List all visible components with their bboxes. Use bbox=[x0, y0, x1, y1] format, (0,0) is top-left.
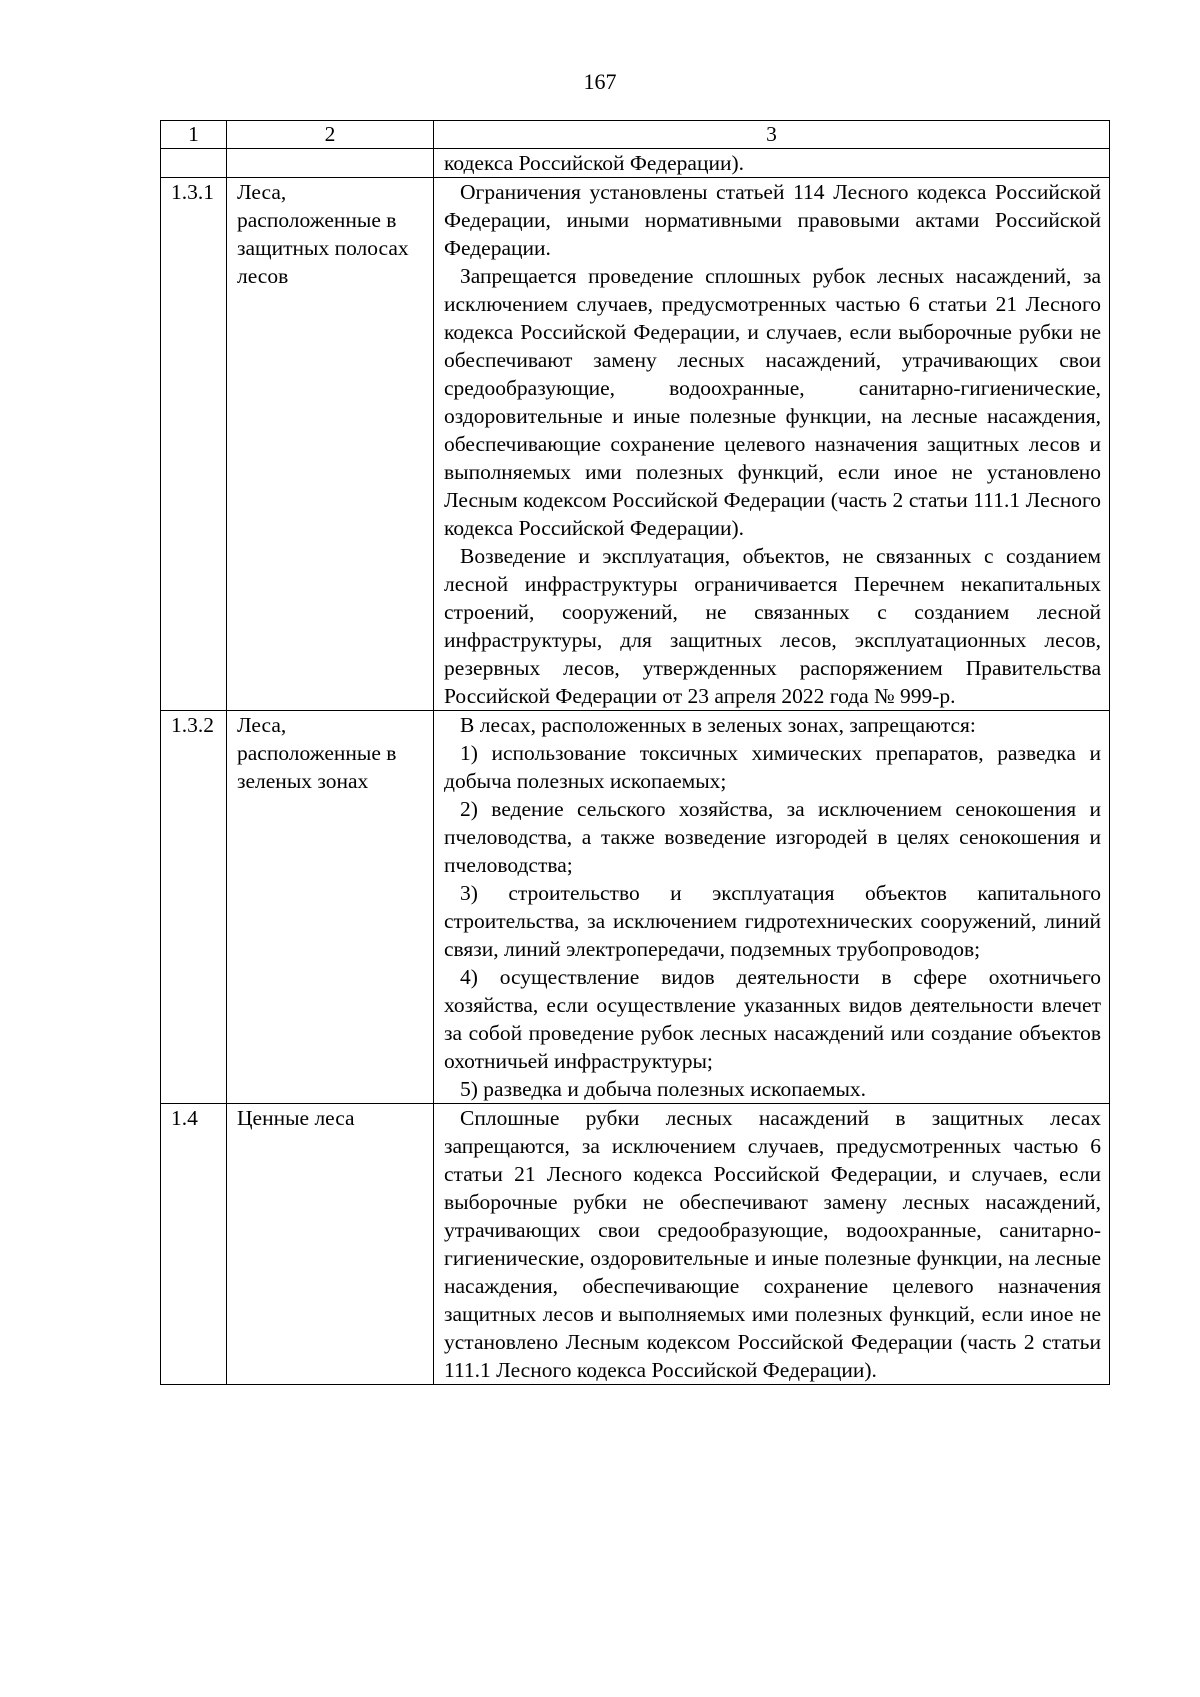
column-header-2: 2 bbox=[227, 121, 434, 149]
restriction-list-item: 4) осуществление видов деятельности в сфере охотничьего хозяйства, если осуществление указанных видов деятельности влечет за собой проведение рубок лесных насаждений или создание объектов охотничьей инфраструктуры; bbox=[444, 965, 1101, 1073]
continuation-name-cell bbox=[227, 149, 434, 178]
restriction-paragraph: Возведение и эксплуатация, объектов, не связанных с созданием лесной инфраструктуры ограничивается Перечнем некапитальных строений, сооружений, не связанных с созданием лесной инфраструктуры, для защитных лесов, эксплуатационных лесов, резервных лесов, утвержденных распоряжением Правительства Российской Федерации от 23 апреля 2022 года № 999-р. bbox=[444, 544, 1101, 708]
row-number: 1.4 bbox=[161, 1104, 227, 1385]
table-row bbox=[161, 711, 1110, 1104]
table-header-row bbox=[161, 121, 1110, 149]
table-row bbox=[161, 178, 1110, 711]
row-restrictions-text bbox=[434, 711, 1110, 1104]
restriction-paragraph: Запрещается проведение сплошных рубок лесных насаждений, за исключением случаев, предусмотренных частью 6 статьи 21 Лесного кодекса Российской Федерации, и случаев, если выборочные рубки не обеспечивают замену лесных насаждений, утрачивающих свои средообразующие, водоохранные, санитарно-гигиенические, оздоровительные и иные полезные функции, на лесные насаждения, обеспечивающие сохранение целевого назначения защитных лесов и выполняемых ими полезных функций, если иное не установлено Лесным кодексом Российской Федерации (часть 2 статьи 111.1 Лесного кодекса Российской Федерации). bbox=[444, 264, 1101, 540]
continuation-row bbox=[161, 149, 1110, 178]
row-number: 1.3.1 bbox=[161, 178, 227, 711]
row-number: 1.3.2 bbox=[161, 711, 227, 1104]
regulations-table bbox=[160, 120, 1110, 1385]
restriction-list-item: 2) ведение сельского хозяйства, за исключением сенокошения и пчеловодства, а также возведение изгородей в целях сенокошения и пчеловодства; bbox=[444, 797, 1101, 877]
page-number: 167 bbox=[583, 69, 617, 94]
row-category-name: Леса, расположенные в защитных полосах лесов bbox=[227, 178, 434, 711]
continuation-number-cell bbox=[161, 149, 227, 178]
row-category-name: Леса, расположенные в зеленых зонах bbox=[227, 711, 434, 1104]
restriction-list-item: 5) разведка и добыча полезных ископаемых. bbox=[460, 1077, 867, 1101]
restriction-paragraph: В лесах, расположенных в зеленых зонах, запрещаются: bbox=[460, 713, 976, 737]
restriction-paragraph: Ограничения установлены статьей 114 Лесного кодекса Российской Федерации, иными нормативными правовыми актами Российской Федерации. bbox=[444, 180, 1101, 260]
column-header-1: 1 bbox=[161, 121, 227, 149]
continuation-text-cell bbox=[434, 149, 1110, 178]
row-category-name: Ценные леса bbox=[227, 1104, 434, 1385]
table-row bbox=[161, 1104, 1110, 1385]
restriction-paragraph: Сплошные рубки лесных насаждений в защитных лесах запрещаются, за исключением случаев, предусмотренных частью 6 статьи 21 Лесного кодекса Российской Федерации, и случаев, если выборочные рубки не обеспечивают замену лесных насаждений, утрачивающих свои средообразующие, водоохранные, санитарно-гигиенические, оздоровительные и иные полезные функции, на лесные насаждения, обеспечивающие сохранение целевого назначения защитных лесов и выполняемых ими полезных функций, если иное не установлено Лесным кодексом Российской Федерации (часть 2 статьи 111.1 Лесного кодекса Российской Федерации). bbox=[444, 1106, 1101, 1382]
restriction-list-item: 3) строительство и эксплуатация объектов капитального строительства, за исключением гидротехнических сооружений, линий связи, линий электропередачи, подземных трубопроводов; bbox=[444, 881, 1101, 961]
column-header-3: 3 bbox=[434, 121, 1110, 149]
row-restrictions-text bbox=[434, 178, 1110, 711]
continuation-paragraph: кодекса Российской Федерации). bbox=[444, 151, 745, 175]
row-restrictions-text bbox=[434, 1104, 1110, 1385]
restriction-list-item: 1) использование токсичных химических препаратов, разведка и добыча полезных ископаемых; bbox=[444, 741, 1101, 793]
